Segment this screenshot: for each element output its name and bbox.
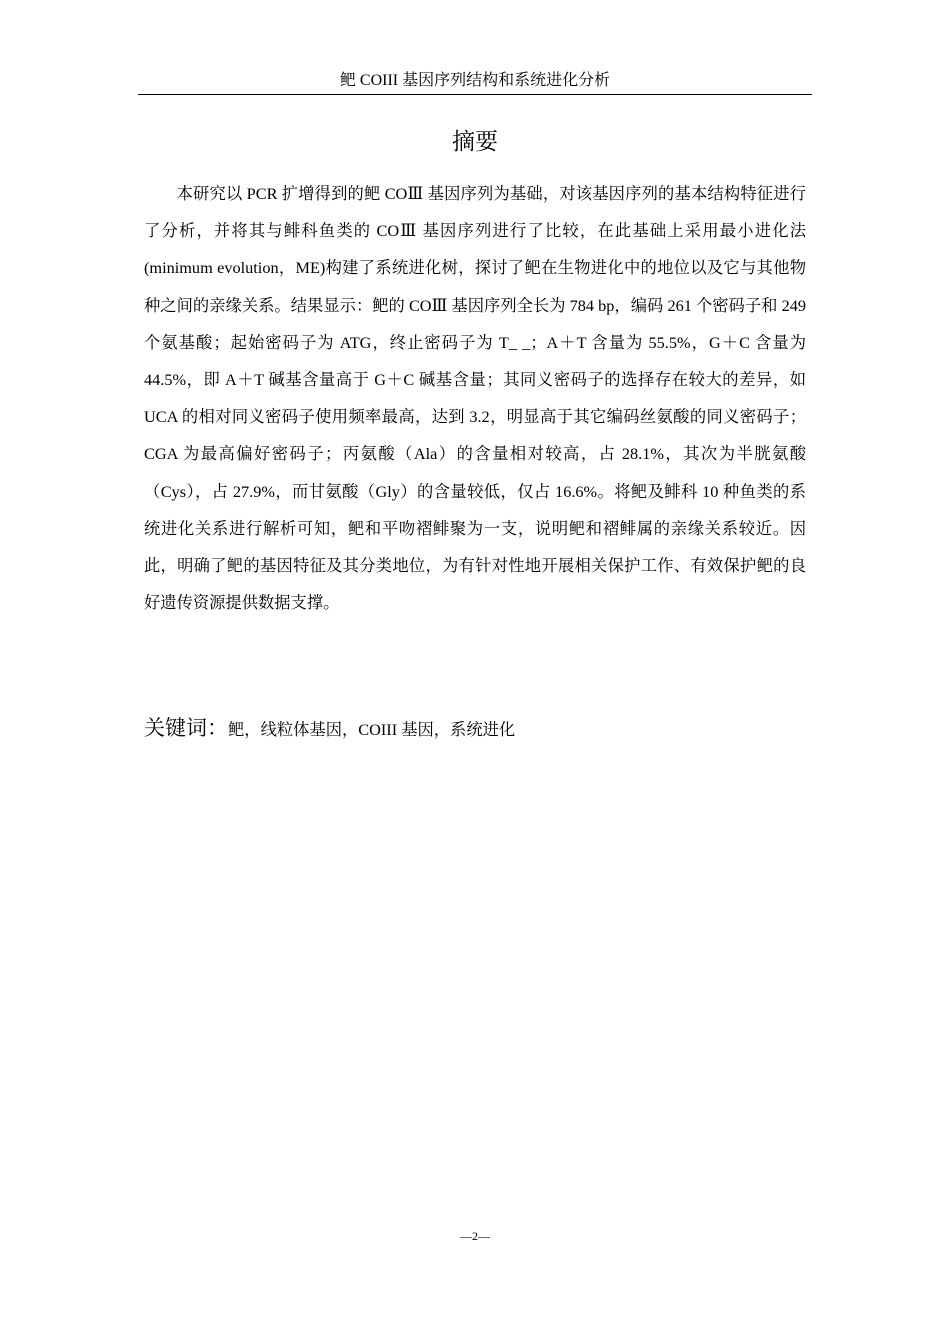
page-number: —2— — [460, 1229, 490, 1243]
abstract-title: 摘要 — [452, 129, 498, 155]
keywords-value: 鲃，线粒体基因，COIII 基因，系统进化 — [228, 720, 516, 739]
running-header: 鲃 COIII 基因序列结构和系统进化分析 — [138, 68, 812, 95]
keywords-label: 关键词： — [144, 716, 228, 740]
keywords-line — [144, 710, 806, 748]
abstract-body: 本研究以 PCR 扩增得到的鲃 COⅢ 基因序列为基础，对该基因序列的基本结构特征进行了分析，并将其与鲱科鱼类的 COⅢ 基因序列进行了比较，在此基础上采用最小进化法(minimum evolution，ME)构建了系统进化树，探讨了鲃在生物进化中的地位以及它与其他物种之间的亲缘关系。结果显示：鲃的 COⅢ 基因序列全长为 784 bp，编码 261 个密码子和 249 个氨基酸；起始密码子为 ATG，终止密码子为 T_ _；A＋T 含量为 55.5%，G＋C 含量为 44.5%，即 A＋T 碱基含量高于 G＋C 碱基含量；其同义密码子的选择存在较大的差异，如 UCA 的相对同义密码子使用频率最高，达到 3.2，明显高于其它编码丝氨酸的同义密码子；CGA 为最高偏好密码子；丙氨酸（Ala）的含量相对较高，占 28.1%，其次为半胱氨酸（Cys），占 27.9%，而甘氨酸（Gly）的含量较低，仅占 16.6%。将鲃及鲱科 10 种鱼类的系统进化关系进行解析可知，鲃和平吻褶鲱聚为一支，说明鲃和褶鲱属的亲缘关系较近。因此，明确了鲃的基因特征及其分类地位，为有针对性地开展相关保护工作、有效保护鲃的良好遗传资源提供数据支撑。 — [144, 184, 806, 613]
